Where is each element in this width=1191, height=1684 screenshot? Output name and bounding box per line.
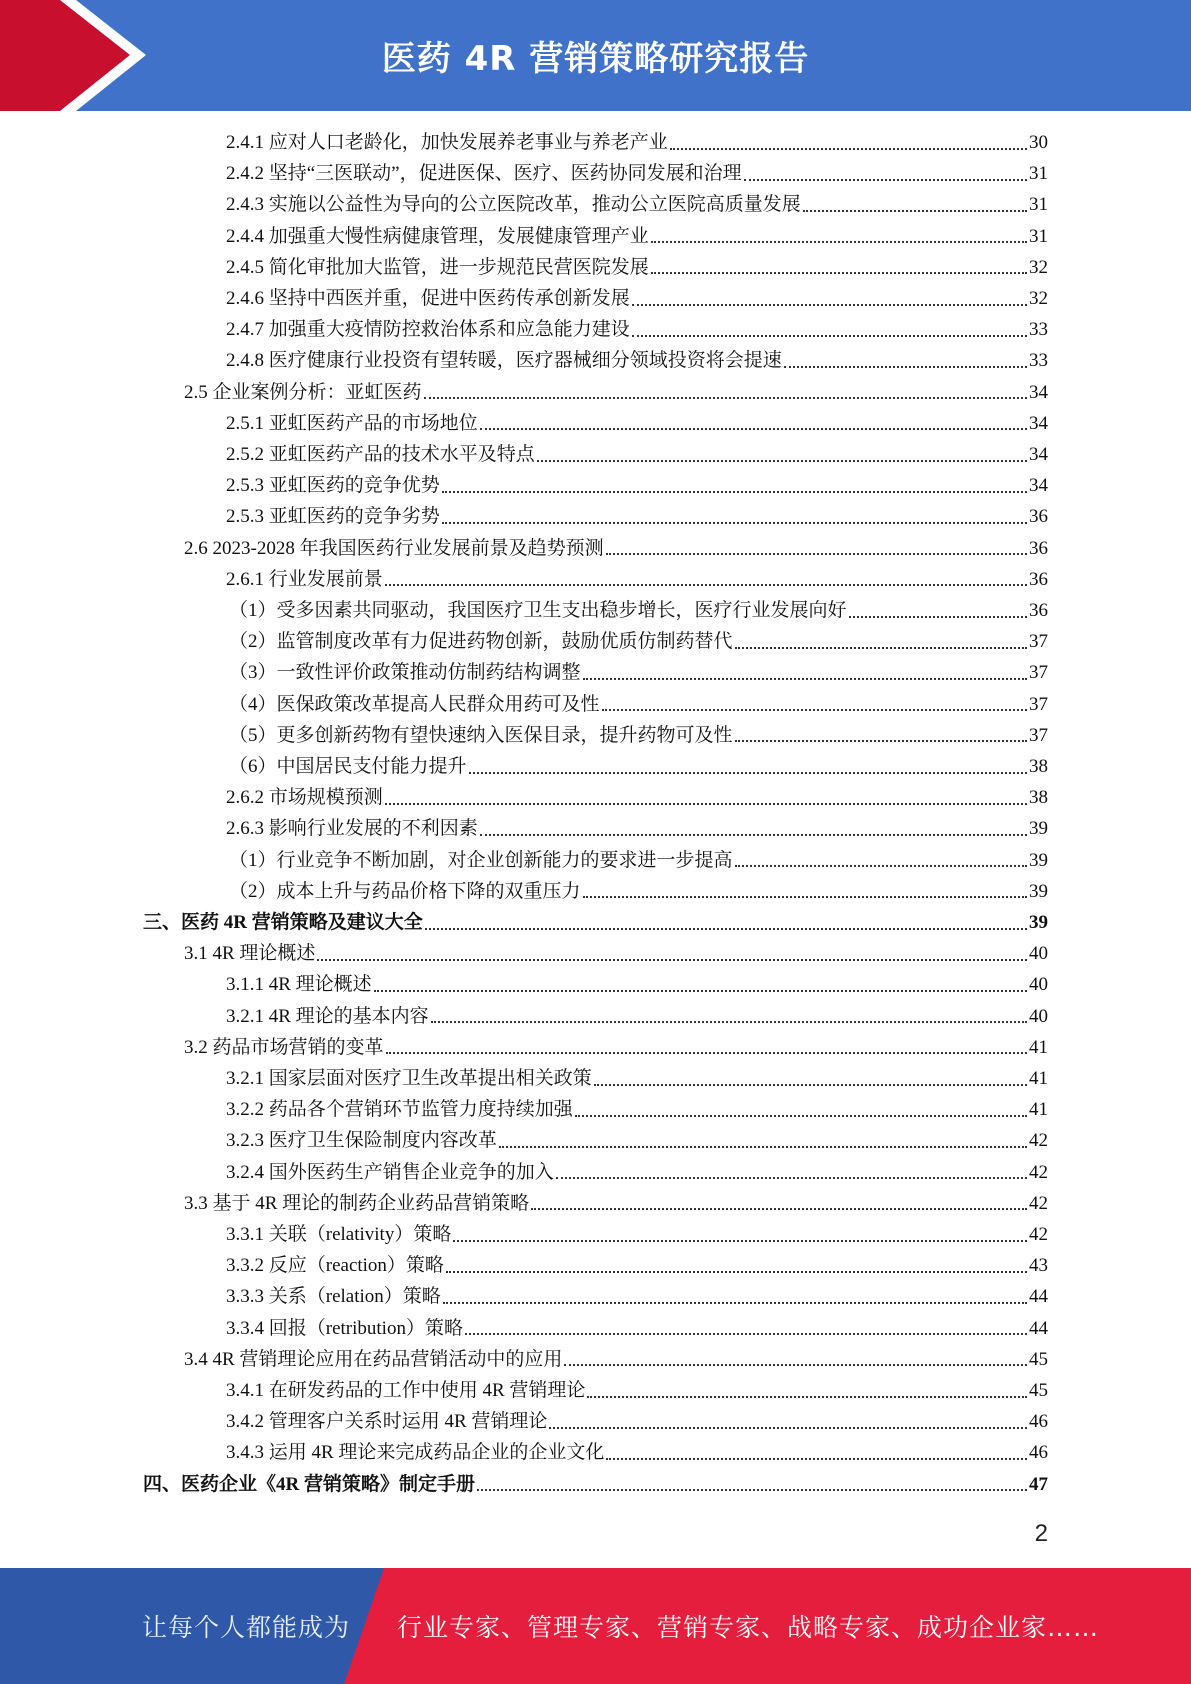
toc-leader-dots — [443, 1302, 1027, 1304]
toc-leader-dots — [735, 647, 1027, 649]
toc-entry-title: 2.4.3 实施以公益性为导向的公立医院改革，推动公立医院高质量发展 — [226, 194, 801, 216]
toc-entry-page: 34 — [1029, 412, 1048, 434]
toc-leader-dots — [386, 1052, 1027, 1054]
toc-leader-dots — [531, 1208, 1027, 1210]
toc-leader-dots — [803, 210, 1027, 212]
toc-entry-page: 40 — [1029, 974, 1048, 996]
toc-entry-title: （3）一致性评价政策推动仿制药结构调整 — [229, 662, 581, 684]
toc-leader-dots — [670, 148, 1027, 150]
toc-entry-title: 2.4.7 加强重大疫情防控救治体系和应急能力建设 — [226, 319, 630, 341]
toc-entry-page: 46 — [1029, 1442, 1048, 1464]
toc-leader-dots — [446, 1271, 1027, 1273]
toc-entry-page: 42 — [1029, 1130, 1048, 1152]
toc-leader-dots — [594, 1084, 1027, 1086]
toc-entry-title: 2.4.5 简化审批加大监管，进一步规范民营医院发展 — [226, 256, 649, 278]
toc-entry-title: 2.4.1 应对人口老龄化，加快发展养老事业与养老产业 — [226, 132, 668, 153]
toc-entry-title: 3.3 基于 4R 理论的制药企业药品营销策略 — [184, 1192, 530, 1214]
toc-leader-dots — [442, 491, 1027, 493]
toc-entry-title: （6）中国居民支付能力提升 — [229, 756, 467, 777]
toc-entry-page: 32 — [1029, 256, 1048, 278]
toc-entry-title: 2.5 企业案例分析：亚虹医药 — [184, 381, 422, 403]
toc-entry-page: 39 — [1029, 818, 1048, 840]
toc-entry-title: 3.2.1 4R 理论的基本内容 — [226, 1005, 429, 1027]
toc-leader-dots — [385, 803, 1027, 805]
toc-entry-title: 3.4.2 管理客户关系时运用 4R 营销理论 — [226, 1411, 548, 1433]
header-banner — [0, 0, 1191, 111]
toc-entry-title: （1）行业竞争不断加剧，对企业创新能力的要求进一步提高 — [229, 849, 733, 871]
toc-entry-title: 2.4.8 医疗健康行业投资有望转暖，医疗器械细分领域投资将会提速 — [226, 350, 782, 372]
toc-entry[interactable] — [184, 1188, 1048, 1219]
toc-leader-dots — [651, 241, 1027, 243]
toc-entry[interactable] — [184, 377, 1048, 408]
toc-entry-page: 44 — [1029, 1286, 1048, 1308]
toc-entry-title: 2.5.1 亚虹医药产品的市场地位 — [226, 412, 478, 434]
toc-leader-dots — [651, 272, 1027, 274]
toc-entry-page: 34 — [1029, 444, 1048, 465]
toc-entry-title: 3.3.3 关系（relation）策略 — [226, 1286, 441, 1308]
toc-leader-dots — [453, 1240, 1027, 1242]
toc-entry-title: 3.2.3 医疗卫生保险制度内容改革 — [226, 1130, 497, 1152]
toc-leader-dots — [849, 616, 1027, 618]
toc-entry-title: 3.3.4 回报（retribution）策略 — [226, 1317, 463, 1339]
toc-entry[interactable] — [226, 813, 1048, 844]
toc-entry[interactable] — [226, 1063, 1048, 1094]
toc-entry-page: 37 — [1029, 724, 1048, 746]
toc-entry-page: 32 — [1029, 288, 1048, 309]
toc-entry-page: 39 — [1029, 880, 1048, 902]
toc-entry-title: 三、医药 4R 营销策略及建议大全 — [143, 912, 423, 933]
toc-entry-title: 3.2 药品市场营销的变革 — [184, 1036, 384, 1058]
page-number: 2 — [1034, 1520, 1048, 1547]
toc-entry-page: 31 — [1029, 225, 1048, 247]
toc-entry-title: 3.2.1 国家层面对医疗卫生改革提出相关政策 — [226, 1068, 592, 1089]
toc-entry-title: 3.4.1 在研发药品的工作中使用 4R 营销理论 — [226, 1380, 586, 1401]
toc-leader-dots — [425, 928, 1027, 930]
toc-entry-title: 2.4.6 坚持中西医并重，促进中医药传承创新发展 — [226, 288, 630, 309]
toc-leader-dots — [480, 428, 1027, 430]
toc-entry-page: 40 — [1029, 943, 1048, 965]
toc-leader-dots — [499, 1146, 1027, 1148]
toc-entry[interactable] — [226, 1375, 1048, 1406]
toc-leader-dots — [431, 1021, 1027, 1023]
toc-entry[interactable] — [226, 252, 1048, 283]
footer-slogan-right: 行业专家、管理专家、营销专家、战略专家、成功企业家…… — [397, 1613, 1100, 1642]
toc-leader-dots — [385, 584, 1027, 586]
toc-entry-page: 40 — [1029, 1005, 1048, 1027]
toc-entry-page: 34 — [1029, 475, 1048, 497]
toc-entry-page: 41 — [1029, 1068, 1048, 1089]
toc-entry-title: 2.6.1 行业发展前景 — [226, 568, 383, 590]
toc-entry[interactable] — [229, 689, 1048, 720]
toc-entry-page: 30 — [1029, 132, 1048, 153]
toc-entry[interactable] — [184, 533, 1048, 564]
toc-leader-dots — [784, 366, 1027, 368]
toc-entry-page: 45 — [1029, 1348, 1048, 1370]
toc-entry[interactable] — [229, 657, 1048, 688]
toc-entry-page: 46 — [1029, 1411, 1048, 1433]
toc-entry-title: 四、医药企业《4R 营销策略》制定手册 — [143, 1473, 475, 1495]
toc-entry[interactable] — [226, 470, 1048, 501]
toc-entry-page: 42 — [1029, 1161, 1048, 1183]
toc-leader-dots — [583, 896, 1027, 898]
toc-leader-dots — [374, 990, 1027, 992]
toc-entry-page: 31 — [1029, 194, 1048, 216]
toc-entry-title: 2.5.3 亚虹医药的竞争劣势 — [226, 506, 440, 528]
report-title: 医药 4R 营销策略研究报告 — [381, 39, 810, 79]
toc-entry-title: （4）医保政策改革提高人民群众用药可及性 — [229, 693, 600, 715]
toc-entry[interactable] — [226, 1001, 1048, 1032]
toc-entry[interactable] — [143, 907, 1048, 938]
toc-leader-dots — [549, 1427, 1027, 1429]
toc-entry[interactable] — [226, 969, 1048, 1000]
toc-entry-title: （2）监管制度改革有力促进药物创新，鼓励优质仿制药替代 — [229, 631, 733, 653]
toc-entry[interactable] — [226, 1313, 1048, 1344]
toc-entry[interactable] — [226, 1281, 1048, 1312]
toc-leader-dots — [465, 1333, 1027, 1335]
toc-leader-dots — [735, 740, 1027, 742]
toc-entry-page: 41 — [1029, 1099, 1048, 1121]
toc-entry-title: 2.4.4 加强重大慢性病健康管理，发展健康管理产业 — [226, 225, 649, 247]
toc-leader-dots — [632, 335, 1027, 337]
toc-entry-title: 2.5.2 亚虹医药产品的技术水平及特点 — [226, 444, 535, 465]
toc-leader-dots — [424, 397, 1027, 399]
toc-leader-dots — [469, 772, 1027, 774]
toc-entry-title: 2.6.3 影响行业发展的不利因素 — [226, 818, 478, 840]
toc-entry[interactable] — [226, 782, 1048, 813]
toc-entry[interactable] — [226, 1219, 1048, 1250]
toc-entry-page: 38 — [1029, 756, 1048, 777]
toc-entry-title: 3.3.2 反应（reaction）策略 — [226, 1255, 444, 1277]
toc-entry[interactable] — [229, 751, 1048, 782]
toc-entry-title: 3.2.4 国外医药生产销售企业竞争的加入 — [226, 1161, 554, 1183]
toc-entry-page: 31 — [1029, 163, 1048, 185]
toc-leader-dots — [575, 1115, 1027, 1117]
toc-entry[interactable] — [229, 876, 1048, 907]
toc-entry-page: 39 — [1029, 849, 1048, 871]
toc-leader-dots — [442, 522, 1027, 524]
toc-entry[interactable] — [229, 595, 1048, 626]
toc-leader-dots — [556, 1177, 1027, 1179]
toc-entry-page: 36 — [1029, 537, 1048, 559]
toc-entry-page: 45 — [1029, 1380, 1048, 1401]
toc-entry-page: 33 — [1029, 319, 1048, 341]
toc-leader-dots — [606, 553, 1027, 555]
toc-entry-title: 3.4.3 运用 4R 理论来完成药品企业的企业文化 — [226, 1442, 605, 1464]
toc-entry[interactable] — [226, 1437, 1048, 1468]
toc-entry-page: 38 — [1029, 787, 1048, 809]
toc-entry-page: 42 — [1029, 1224, 1048, 1245]
toc-entry[interactable] — [229, 845, 1048, 876]
toc-leader-dots — [602, 709, 1027, 711]
toc-entry-title: 2.6 2023-2028 年我国医药行业发展前景及趋势预测 — [184, 537, 604, 559]
toc-entry[interactable] — [226, 408, 1048, 439]
toc-leader-dots — [735, 865, 1027, 867]
footer-banner — [0, 1568, 1191, 1684]
toc-entry-page: 39 — [1029, 912, 1048, 933]
toc-entry[interactable] — [229, 720, 1048, 751]
toc-leader-dots — [537, 460, 1027, 462]
toc-entry[interactable] — [226, 221, 1048, 252]
toc-entry[interactable] — [229, 626, 1048, 657]
toc-entry-title: 2.4.2 坚持“三医联动”，促进医保、医疗、医药协同发展和治理 — [226, 163, 742, 185]
toc-entry[interactable] — [226, 283, 1048, 314]
toc-entry-title: 2.5.3 亚虹医药的竞争优势 — [226, 475, 440, 497]
toc-entry-title: 2.6.2 市场规模预测 — [226, 787, 383, 809]
toc-entry[interactable] — [226, 1250, 1048, 1281]
toc-leader-dots — [606, 1458, 1027, 1460]
toc-leader-dots — [317, 959, 1027, 961]
toc-entry-title: （2）成本上升与药品价格下降的双重压力 — [229, 880, 581, 902]
footer-slogan-left: 让每个人都能成为 — [142, 1613, 351, 1642]
toc-entry-title: 3.3.1 关联（relativity）策略 — [226, 1224, 452, 1245]
toc-entry-title: 3.4 4R 营销理论应用在药品营销活动中的应用 — [184, 1348, 563, 1370]
toc-entry-page: 36 — [1029, 600, 1048, 621]
toc-leader-dots — [632, 304, 1027, 306]
toc-leader-dots — [744, 179, 1027, 181]
toc-leader-dots — [564, 1364, 1027, 1366]
toc-entry-page: 41 — [1029, 1036, 1048, 1058]
toc-entry-title: （5）更多创新药物有望快速纳入医保目录，提升药物可及性 — [229, 724, 733, 746]
toc-entry-title: （1）受多因素共同驱动，我国医疗卫生支出稳步增长，医疗行业发展向好 — [229, 600, 847, 621]
toc-leader-dots — [477, 1489, 1027, 1491]
toc-leader-dots — [587, 1396, 1027, 1398]
toc-entry-page: 37 — [1029, 631, 1048, 653]
toc-entry-page: 44 — [1029, 1317, 1048, 1339]
toc-entry-title: 3.2.2 药品各个营销环节监管力度持续加强 — [226, 1099, 573, 1121]
toc-entry[interactable] — [226, 439, 1048, 470]
toc-leader-dots — [583, 678, 1027, 680]
toc-entry[interactable] — [226, 189, 1048, 220]
toc-entry[interactable] — [226, 1094, 1048, 1125]
toc-entry-page: 36 — [1029, 506, 1048, 528]
toc-entry-page: 37 — [1029, 693, 1048, 715]
toc-entry[interactable] — [226, 127, 1048, 158]
toc-entry[interactable] — [226, 158, 1048, 189]
toc-entry[interactable] — [226, 1157, 1048, 1188]
toc-entry-page: 47 — [1029, 1473, 1048, 1495]
toc-entry-page: 42 — [1029, 1192, 1048, 1214]
toc-entry-title: 3.1.1 4R 理论概述 — [226, 974, 372, 996]
toc-entry[interactable] — [226, 1406, 1048, 1437]
toc-entry[interactable] — [184, 1032, 1048, 1063]
toc-entry[interactable] — [143, 1469, 1048, 1500]
toc-entry-title: 3.1 4R 理论概述 — [184, 943, 316, 965]
toc-entry-page: 43 — [1029, 1255, 1048, 1277]
toc-entry[interactable] — [226, 501, 1048, 532]
toc-entry[interactable] — [226, 1125, 1048, 1156]
toc-entry[interactable] — [226, 314, 1048, 345]
toc-entry-page: 34 — [1029, 381, 1048, 403]
toc-entry[interactable] — [226, 345, 1048, 376]
toc-entry[interactable] — [184, 1344, 1048, 1375]
toc-entry-page: 37 — [1029, 662, 1048, 684]
toc-entry-page: 33 — [1029, 350, 1048, 372]
toc-entry[interactable] — [226, 564, 1048, 595]
toc-entry-page: 36 — [1029, 568, 1048, 590]
toc-entry[interactable] — [184, 938, 1048, 969]
toc-leader-dots — [480, 834, 1027, 836]
